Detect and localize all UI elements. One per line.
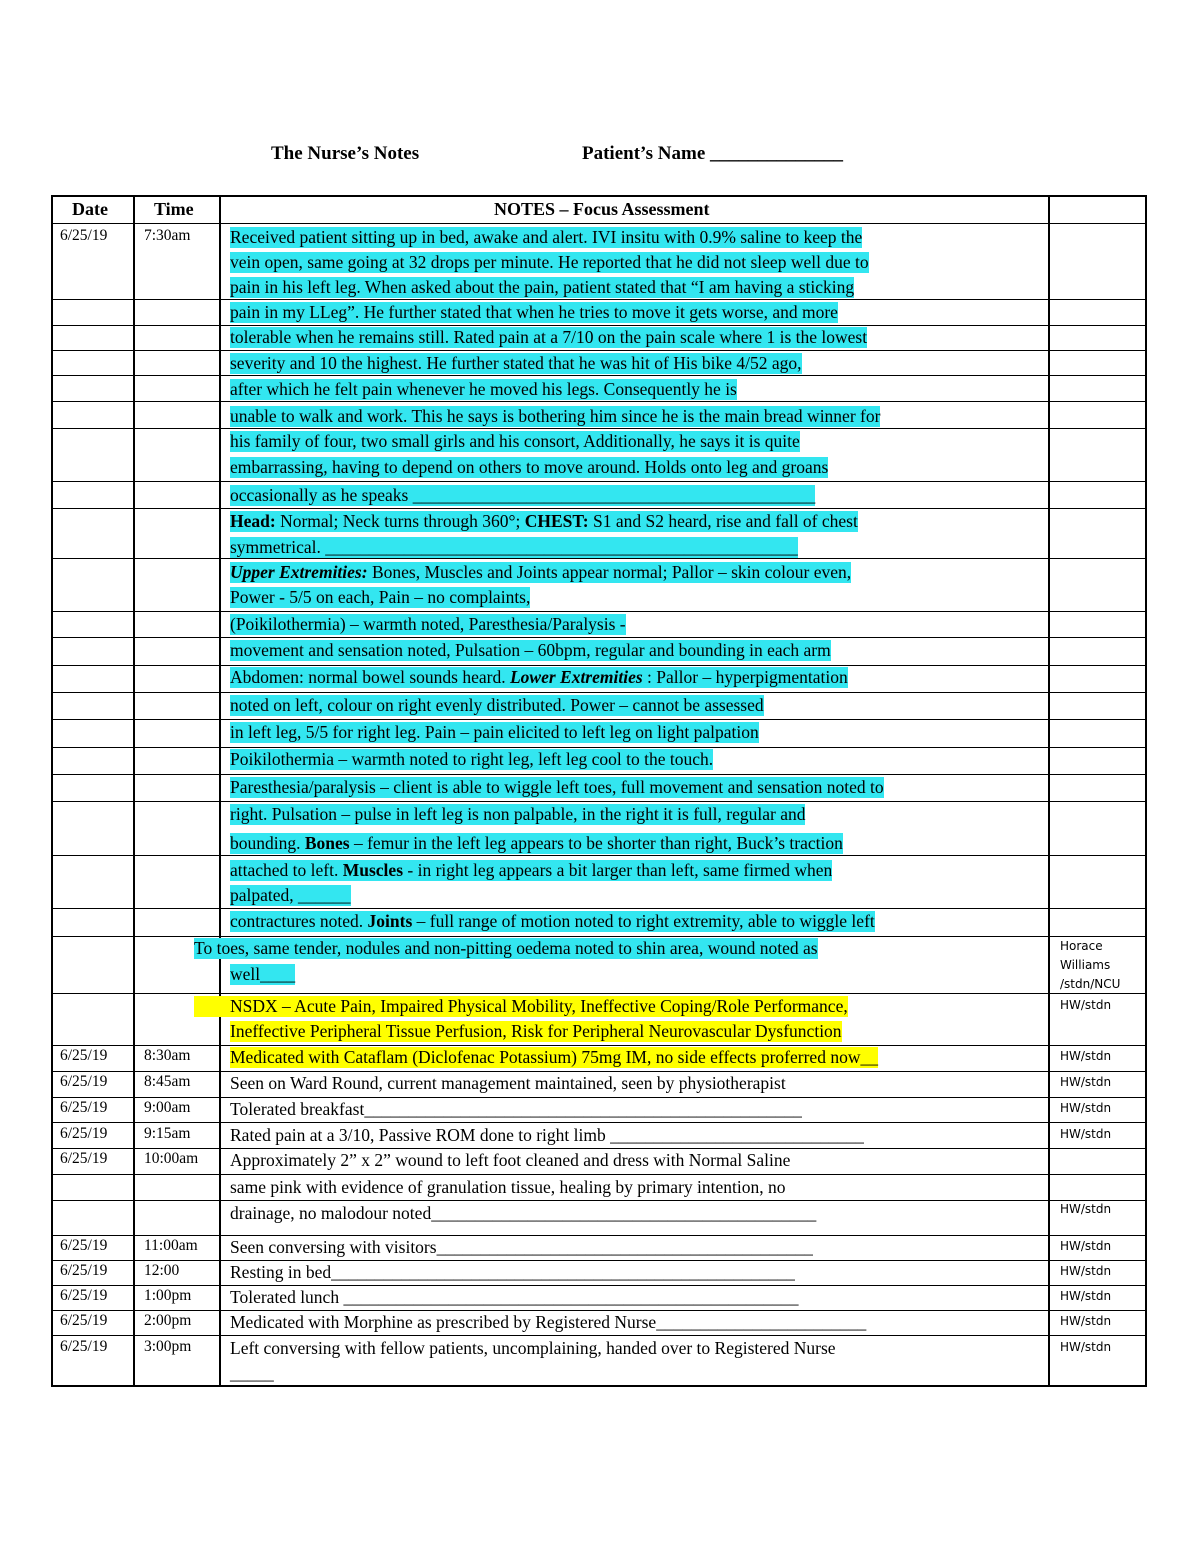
note-line: after which he felt pain whenever he moved his legs. Consequently he is xyxy=(230,379,737,399)
entry-time: 9:15am xyxy=(144,1125,191,1142)
entry-note: Left conversing with fellow patients, uncomplaining, handed over to Registered Nurse xyxy=(230,1338,836,1358)
nursing-diagnosis-line: Ineffective Peripheral Tissue Perfusion, Risk for Peripheral Neurovascular Dysfunction xyxy=(230,1021,842,1041)
document-title: The Nurse’s Notes xyxy=(271,143,420,164)
entry-signature: HW/stdn xyxy=(1060,1239,1112,1253)
note-line: attached to left. Muscles - in right leg appears a bit larger than left, same firmed when xyxy=(230,860,833,880)
note-line: vein open, same going at 32 drops per minute. He reported that he did not sleep well due to xyxy=(230,252,869,272)
entry-date: 6/25/19 xyxy=(60,1338,108,1355)
entry-note: _____ xyxy=(230,1363,274,1383)
entry-note: Tolerated lunch ____________________________________________________ xyxy=(230,1287,799,1307)
entry-time: 7:30am xyxy=(144,227,191,244)
entry-signature: HW/stdn xyxy=(1060,998,1112,1012)
entry-time: 1:00pm xyxy=(144,1287,192,1304)
note-line: Paresthesia/paralysis – client is able to wiggle left toes, full movement and sensation noted to xyxy=(230,777,884,797)
entry-time: 9:00am xyxy=(144,1099,191,1116)
notes-table xyxy=(52,195,1147,1387)
entry-date: 6/25/19 xyxy=(60,1287,108,1304)
nursing-diagnosis-line: NSDX – Acute Pain, Impaired Physical Mobility, Ineffective Coping/Role Performance, xyxy=(194,996,848,1017)
note-line: pain in his left leg. When asked about the pain, patient stated that “I am having a sticking xyxy=(230,277,855,297)
entry-note: same pink with evidence of granulation tissue, healing by primary intention, no xyxy=(230,1177,786,1197)
column-header-notes: NOTES – Focus Assessment xyxy=(494,199,710,219)
column-header-time: Time xyxy=(154,199,194,219)
head-label: Head: xyxy=(230,511,276,531)
entry-date: 6/25/19 xyxy=(60,227,108,244)
note-line: tolerable when he remains still. Rated pain at a 7/10 on the pain scale where 1 is the lowest xyxy=(230,327,868,347)
column-header-date: Date xyxy=(72,199,108,219)
entry-date: 6/25/19 xyxy=(60,1237,108,1254)
entry-signature: HW/stdn xyxy=(1060,1202,1112,1216)
note-line: Abdomen: normal bowel sounds heard. Lower Extremities : Pallor – hyperpigmentation xyxy=(230,667,848,687)
chest-text: S1 and S2 heard, rise and fall of chest xyxy=(588,511,858,531)
entry-time: 8:45am xyxy=(144,1073,191,1090)
note-line: Received patient sitting up in bed, awake and alert. IVI insitu with 0.9% saline to keep the xyxy=(230,227,863,247)
upper-extremities-label: Upper Extremities: xyxy=(230,562,368,582)
entry-time: 3:00pm xyxy=(144,1338,192,1355)
note-line: well____ xyxy=(230,964,296,984)
chest-label: CHEST: xyxy=(524,511,589,531)
note-line: contractures noted. Joints – full range of motion noted to right extremity, able to wiggle left xyxy=(230,911,875,931)
muscles-label: Muscles xyxy=(342,860,404,880)
patient-name-label: Patient’s Name ______________ xyxy=(582,143,844,164)
entry-time: 11:00am xyxy=(144,1237,198,1254)
entry-date: 6/25/19 xyxy=(60,1073,108,1090)
entry-signature: HW/stdn xyxy=(1060,1049,1112,1063)
entry-time: 10:00am xyxy=(144,1150,199,1167)
entry-signature: HW/stdn xyxy=(1060,1127,1112,1141)
note-line: palpated, ______ xyxy=(230,885,351,905)
note-line: unable to walk and work. This he says is bothering him since he is the main bread winner for xyxy=(230,406,881,426)
entry-signature: HW/stdn xyxy=(1060,1314,1112,1328)
signature-name: Horace xyxy=(1060,939,1103,953)
note-line: Poikilothermia – warmth noted to right leg, left leg cool to the touch. xyxy=(230,749,714,769)
entry-note: Tolerated breakfast__________________________________________________ xyxy=(230,1099,802,1119)
signature-name: Williams xyxy=(1060,958,1111,972)
entry-note: Approximately 2” x 2” wound to left foot cleaned and dress with Normal Saline xyxy=(230,1150,791,1170)
note-line: occasionally as he speaks ______________________________________________ xyxy=(230,485,816,505)
entry-date: 6/25/19 xyxy=(60,1262,108,1279)
entry-note: Rated pain at a 3/10, Passive ROM done to right limb _____________________________ xyxy=(230,1125,864,1145)
note-line xyxy=(230,511,858,532)
note-line: movement and sensation noted, Pulsation – 60bpm, regular and bounding in each arm xyxy=(230,640,831,660)
note-line: bounding. Bones – femur in the left leg appears to be shorter than right, Buck’s traction xyxy=(230,833,843,853)
entry-date: 6/25/19 xyxy=(60,1099,108,1116)
entry-signature: HW/stdn xyxy=(1060,1289,1112,1303)
note-line: Upper Extremities: Bones, Muscles and Joints appear normal; Pallor – skin colour even, xyxy=(230,562,852,582)
entry-signature: HW/stdn xyxy=(1060,1340,1112,1354)
entry-date: 6/25/19 xyxy=(60,1047,108,1064)
note-line: right. Pulsation – pulse in left leg is non palpable, in the right it is full, regular and xyxy=(230,804,806,824)
entry-note: drainage, no malodour noted____________________________________________ xyxy=(230,1203,817,1223)
entry-date: 6/25/19 xyxy=(60,1125,108,1142)
entry-time: 12:00 xyxy=(144,1262,180,1279)
note-line: symmetrical. ______________________________________________________ xyxy=(230,537,798,557)
entry-time: 8:30am xyxy=(144,1047,191,1064)
entry-note: Medicated with Cataflam (Diclofenac Potassium) 75mg IM, no side effects proferred now__ xyxy=(230,1047,878,1067)
signature-credentials: /stdn/NCU xyxy=(1060,977,1121,991)
joints-label: Joints xyxy=(367,911,413,931)
entry-date: 6/25/19 xyxy=(60,1312,108,1329)
entry-date: 6/25/19 xyxy=(60,1150,108,1167)
entry-note: Medicated with Morphine as prescribed by Registered Nurse________________________ xyxy=(230,1312,867,1332)
head-text: Normal; Neck turns through 360°; xyxy=(275,511,525,531)
entry-signature: HW/stdn xyxy=(1060,1264,1112,1278)
entry-time: 2:00pm xyxy=(144,1312,192,1329)
note-line: Power - 5/5 on each, Pain – no complaints, xyxy=(230,587,531,607)
entry-note: Seen conversing with visitors___________________________________________ xyxy=(230,1237,813,1257)
lower-extremities-label: Lower Extremities xyxy=(509,667,643,687)
note-line: embarrassing, having to depend on others to move around. Holds onto leg and groans xyxy=(230,457,829,477)
note-line: noted on left, colour on right evenly distributed. Power – cannot be assessed xyxy=(230,695,764,715)
bones-label: Bones xyxy=(300,833,350,853)
entry-note: Resting in bed_____________________________________________________ xyxy=(230,1262,795,1282)
note-line: (Poikilothermia) – warmth noted, Paresthesia/Paralysis - xyxy=(230,614,626,634)
note-line: pain in my LLeg”. He further stated that when he tries to move it gets worse, and more xyxy=(230,302,838,322)
note-line: his family of four, two small girls and his consort, Additionally, he says it is quite xyxy=(230,431,800,451)
entry-signature: HW/stdn xyxy=(1060,1075,1112,1089)
entry-note: Seen on Ward Round, current management maintained, seen by physiotherapist xyxy=(230,1073,786,1093)
note-line: severity and 10 the highest. He further stated that he was hit of His bike 4/52 ago, xyxy=(230,353,802,373)
note-line: in left leg, 5/5 for right leg. Pain – pain elicited to left leg on light palpation xyxy=(230,722,759,742)
note-line: To toes, same tender, nodules and non-pitting oedema noted to shin area, wound noted as xyxy=(194,938,818,958)
entry-signature: HW/stdn xyxy=(1060,1101,1112,1115)
